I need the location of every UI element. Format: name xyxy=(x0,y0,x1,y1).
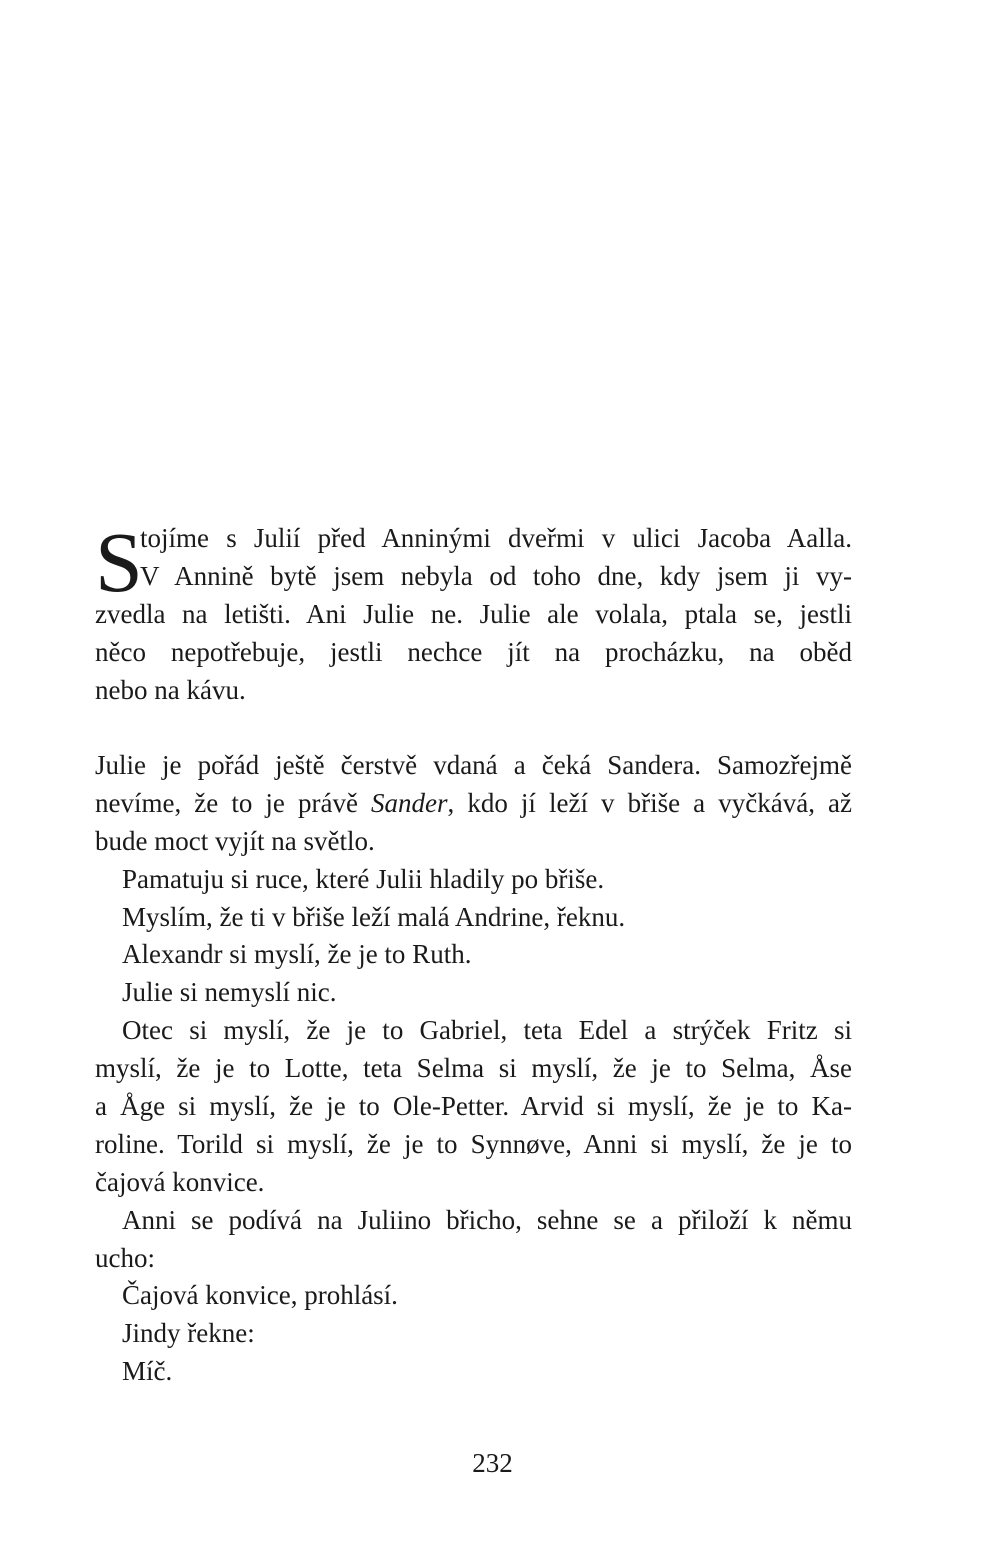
text-line: tojíme s Julií před Anninými dveřmi v ulici Jacoba Aalla. xyxy=(140,523,852,553)
text-segment: , kdo jí leží v břiše a vyčkává, až xyxy=(447,787,852,818)
text-line: a Åge si myslí, že je to Ole-Petter. Arvid si myslí, že je to Ka- xyxy=(95,1091,852,1122)
text-line: bude moct vyjít na světlo. xyxy=(95,825,375,856)
text-line: Julie je pořád ještě čerstvě vdaná a čeká Sandera. Samozřejmě xyxy=(95,750,852,780)
text-line: Myslím, že ti v břiše leží malá Andrine, řeknu. xyxy=(122,901,626,932)
text-line: zvedla na letišti. Ani Julie ne. Julie ale volala, ptala se, jestli xyxy=(95,598,852,629)
text-segment: nevíme, že to je právě xyxy=(95,787,372,818)
text-line: čajová konvice. xyxy=(95,1166,265,1197)
text-line: Jindy řekne: xyxy=(122,1318,255,1349)
text-line: roline. Torild si myslí, že je to Synnøve, Anni si myslí, že je to xyxy=(95,1128,852,1159)
drop-cap: S xyxy=(95,514,143,610)
text-line: V Annině bytě jsem nebyla od toho dne, kdy jsem ji vy- xyxy=(140,560,852,591)
page-number: 232 xyxy=(472,1448,513,1478)
paragraph-2 xyxy=(95,747,852,1391)
text-line: Čajová konvice, prohlásí. xyxy=(122,1280,398,1311)
text-line: Julie si nemyslí nic. xyxy=(122,977,337,1008)
text-line: myslí, že je to Lotte, teta Selma si myslí, že je to Selma, Åse xyxy=(95,1053,852,1084)
text-line xyxy=(95,785,852,823)
text-line: něco nepotřebuje, jestli nechce jít na procházku, na oběd xyxy=(95,636,852,667)
text-line: ucho: xyxy=(95,1242,155,1273)
text-line: Míč. xyxy=(122,1356,173,1387)
text-line: Pamatuju si ruce, které Julii hladily po břiše. xyxy=(122,863,605,894)
text-line: Anni se podívá na Juliino břicho, sehne se a přiloží k němu xyxy=(122,1204,852,1235)
text-line: nebo na kávu. xyxy=(95,674,246,705)
text-line: Otec si myslí, že je to Gabriel, teta Edel a strýček Fritz si xyxy=(122,1015,852,1046)
italic-name: Sander xyxy=(371,787,448,818)
paragraph-1 xyxy=(95,514,852,709)
text-line: Alexandr si myslí, že je to Ruth. xyxy=(122,939,472,970)
